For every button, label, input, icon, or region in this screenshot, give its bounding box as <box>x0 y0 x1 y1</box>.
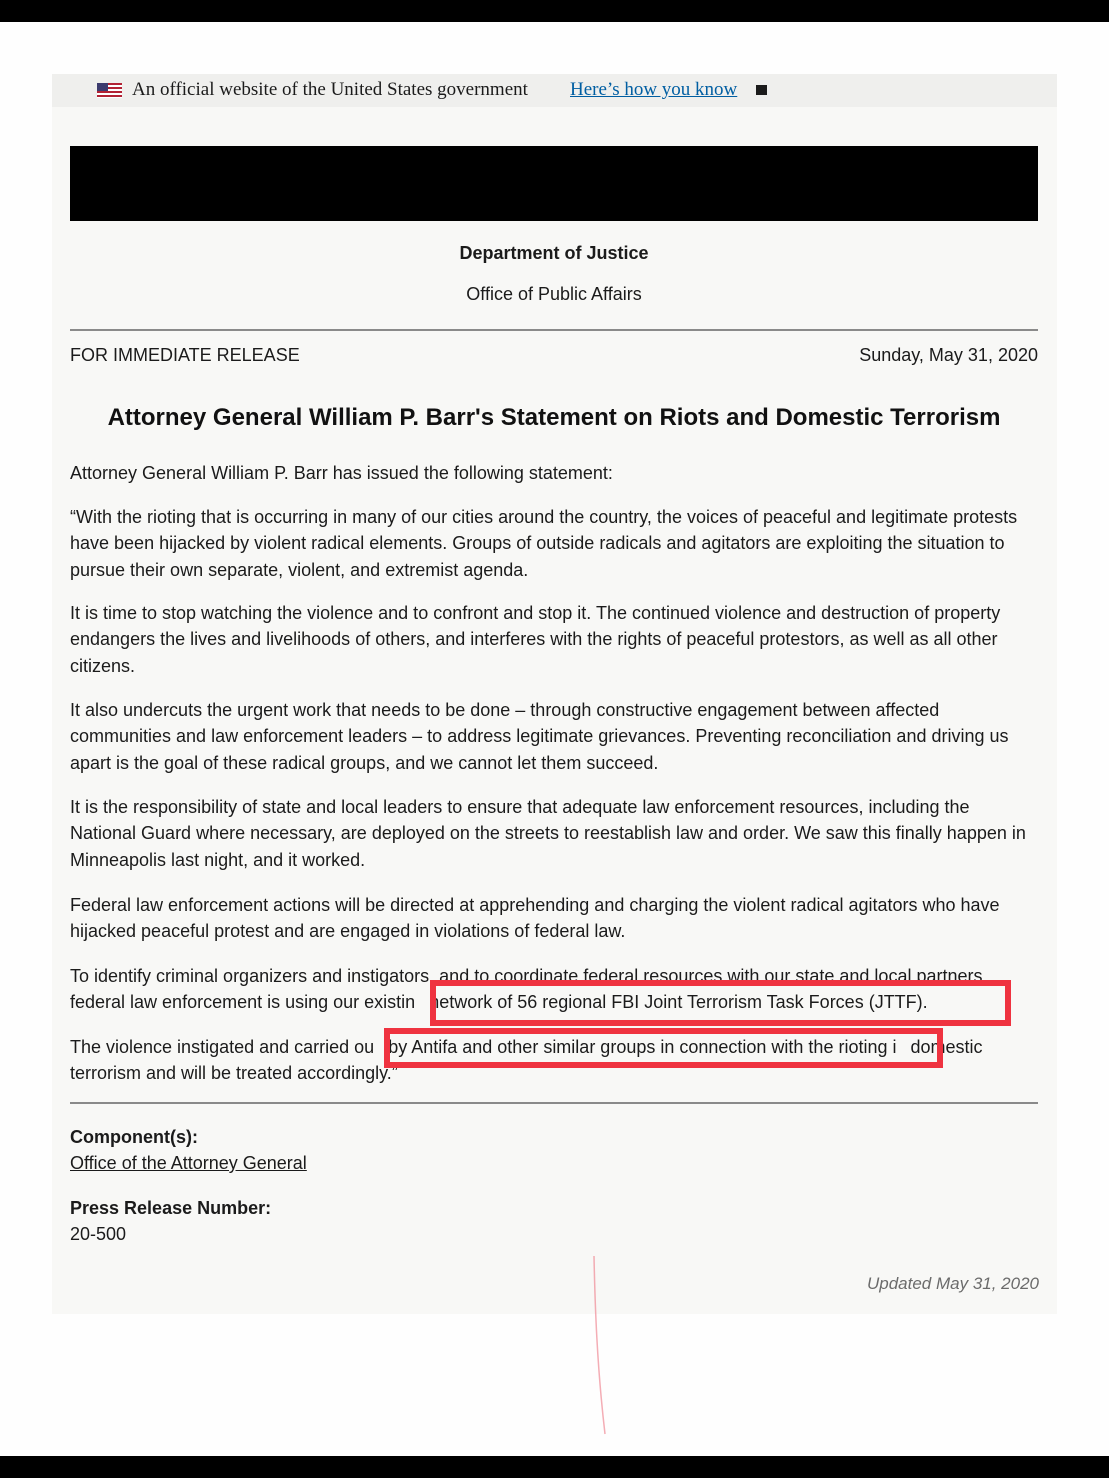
redacted-header-bar <box>70 146 1038 221</box>
office-name: Office of Public Affairs <box>466 284 642 304</box>
updated-date: Updated May 31, 2020 <box>866 1274 1039 1293</box>
us-flag-icon <box>97 83 122 98</box>
component-label: Component(s): <box>70 1127 198 1147</box>
release-date: Sunday, May 31, 2020 <box>859 345 1038 365</box>
paragraph-6-text: To identify criminal organizers and instigators, and to coordinate federal resources with our state and local partners, federal law enforcement is using our existin <box>70 966 988 1013</box>
paragraph-4: It is the responsibility of state and local leaders to ensure that adequate law enforcement resources, including the National Guard where necessary, are deployed on the streets to reestablish law and order. We saw this finally happen in Minneapolis last night, and it worked. <box>70 797 1026 870</box>
dropdown-square-icon[interactable] <box>756 85 767 95</box>
gov-banner-text: An official website of the United States government <box>132 79 528 100</box>
screenshot-canvas <box>0 22 1109 1456</box>
paragraph-2: It is time to stop watching the violence and to confront and stop it. The continued violence and destruction of property endangers the lives and livelihoods of others, and interferes with the rights of peaceful protestors, as well as all other citizens. <box>70 603 1001 676</box>
component-link[interactable] <box>70 1153 307 1174</box>
intro-paragraph: Attorney General William P. Barr has issued the following statement: <box>70 463 613 483</box>
stray-pen-mark <box>593 1256 607 1436</box>
divider-bottom <box>70 1102 1038 1104</box>
highlight-box-antifa <box>384 1028 943 1068</box>
paragraph-7-text-end: domestic terrorism and will be treated accordingly.” <box>70 1037 983 1084</box>
paragraph-7-text: The violence instigated and carried ou <box>70 1037 375 1057</box>
press-release-number-label: Press Release Number: <box>70 1198 272 1218</box>
press-release-page <box>52 74 1057 1314</box>
heres-how-you-know-link[interactable]: Here’s how you know <box>570 79 738 100</box>
press-release-number: 20-500 <box>70 1224 127 1244</box>
divider-top <box>70 329 1038 331</box>
paragraph-3: It also undercuts the urgent work that needs to be done – through constructive engagement between affected communities and law enforcement leaders – to address legitimate grievances. Preventing reconciliation and driving us apart is the goal of these radical groups, and we cannot let them succeed. <box>70 700 1009 773</box>
component-link-text[interactable]: Office of the Attorney General <box>70 1153 307 1173</box>
highlight-box-jttf <box>430 980 1011 1026</box>
release-label: FOR IMMEDIATE RELEASE <box>70 345 300 365</box>
paragraph-5: Federal law enforcement actions will be directed at apprehending and charging the violent radical agitators who have hijacked peaceful protest and are engaged in violations of federal law. <box>70 895 1000 942</box>
page-title: Attorney General William P. Barr's Statement on Riots and Domestic Terrorism <box>107 404 1001 431</box>
department-name: Department of Justice <box>459 243 649 263</box>
paragraph-7-highlighted-text: by Antifa and other similar groups in connection with the rioting i <box>388 1037 897 1057</box>
paragraph-6-highlighted-text: network of 56 regional FBI Joint Terrorism Task Forces (JTTF). <box>429 992 928 1013</box>
paragraph-1: “With the rioting that is occurring in many of our cities around the country, the voices of peaceful and legitimate protests have been hijacked by violent radical elements. Groups of outside radicals and agitators are exploiting the situation to pursue their own separate, violent, and extremist agenda. <box>70 507 1018 580</box>
gov-banner <box>52 74 1057 107</box>
